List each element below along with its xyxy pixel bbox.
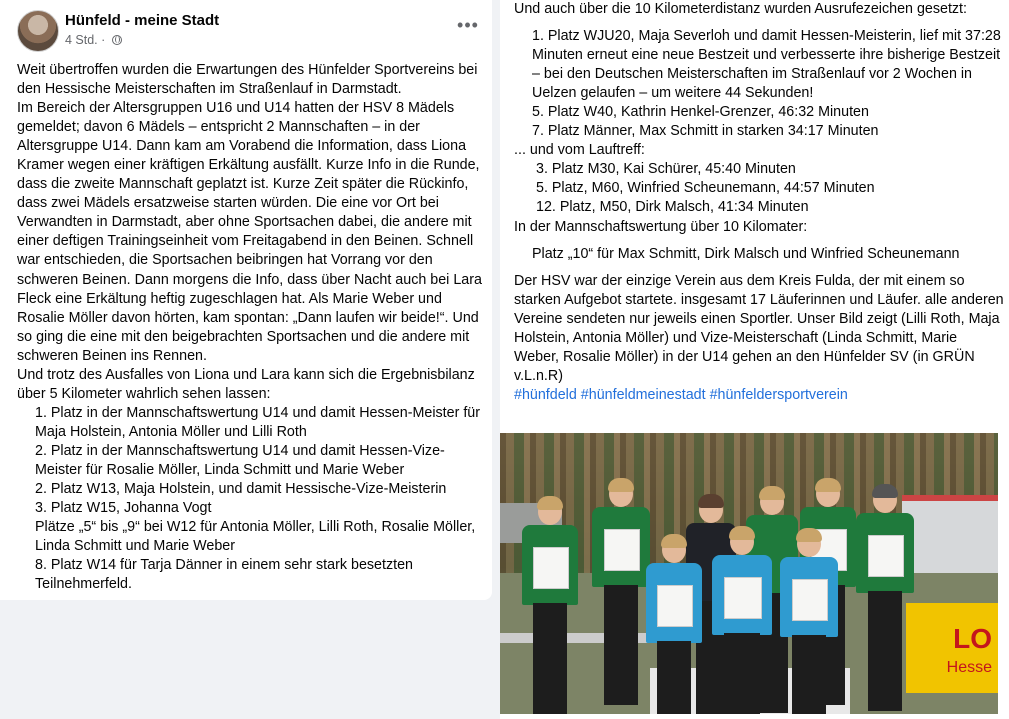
- more-options-icon: •••: [457, 15, 479, 35]
- lauftreff-label: ... und vom Lauftreff:: [514, 142, 645, 159]
- photo-person: [780, 531, 838, 714]
- result-line: 1. Platz WJU20, Maja Severloh und damit Hessen-Meisterin, lief mit 37:28 Minuten erneut eine neue Bestzeit und verbesserte ihre bisherige Bestzeit – bei den Deutschen Meisterschaften im Straßenlauf vor 2 Wochen in Uelzen gelaufen – um weitere 44 Sekunden!: [532, 28, 1001, 102]
- photo-person: [592, 481, 650, 714]
- post-header: [17, 10, 487, 55]
- post-card-left: [0, 0, 492, 600]
- result-line: 5. Platz, M60, Winfried Scheunemann, 44:57 Minuten: [536, 180, 875, 197]
- hashtag-link[interactable]: #hünfeldmeinestadt: [580, 386, 706, 403]
- result-line: 8. Platz W14 für Tarja Dänner in einem sehr stark besetzten Teilnehmerfeld.: [35, 557, 413, 593]
- post-meta: [65, 33, 122, 47]
- paragraph: Der HSV war der einzige Verein aus dem Kreis Fulda, der mit einem so starken Aufgebot startete. insgesamt 17 Läuferinnen und Läufer. alle anderen Vereine sendeten nur jeweils einen Sportler. Unser Bild zeigt (Lilli Roth, Maja Holstein, Antonia Möller) und Vize-Meisterschaft (Linda Schmitt, Marie Weber, Rosalie Möller) in der U14 gehen an den Hünfelder SV (in GRÜN v.L.n.R): [514, 272, 1004, 384]
- photo-person: [522, 499, 578, 714]
- meta-separator: ·: [101, 33, 106, 47]
- more-options-button[interactable]: [457, 15, 479, 35]
- result-line: 1. Platz in der Mannschaftswertung U14 und damit Hessen-Meister für Maja Holstein, Antonia Möller und Lilli Roth: [35, 404, 480, 440]
- result-line: 12. Platz, M50, Dirk Malsch, 41:34 Minuten: [536, 199, 809, 216]
- result-line: 3. Platz W15, Johanna Vogt: [35, 500, 212, 517]
- paragraph: Und trotz des Ausfalles von Liona und Lara kann sich die Ergebnisbilanz über 5 Kilometer wahrlich sehen lassen:: [17, 366, 479, 402]
- photo-building: [902, 495, 998, 583]
- photo-person: [646, 537, 702, 714]
- result-line: 2. Platz in der Mannschaftswertung U14 und damit Hessen-Vize-Meister für Rosalie Möller, Linda Schmitt und Marie Weber: [35, 442, 445, 478]
- post-text-right: [514, 0, 1004, 405]
- team-label: In der Mannschaftswertung über 10 Kilomater:: [514, 218, 808, 235]
- hashtag-link[interactable]: #hünfeldersportverein: [709, 386, 848, 403]
- result-line: 2. Platz W13, Maja Holstein, und damit Hessische-Vize-Meisterin: [35, 481, 447, 498]
- post-photo[interactable]: [500, 433, 998, 714]
- author-name[interactable]: Hünfeld - meine Stadt: [65, 12, 220, 29]
- post-time[interactable]: 4 Std.: [65, 33, 98, 47]
- post-text-left: [17, 61, 487, 594]
- paragraph: Im Bereich der Altersgruppen U16 und U14 hatten der HSV 8 Mädels gemeldet; davon 6 Mädels – entspricht 2 Mannschaften – in der Altersgruppe U14. Dann kam am Vorabend die Information, dass Liona Kramer wegen einer kräftigen Erkältung ausfällt. Kurze Info in die Runde, dass die zweite Mannschaft geplatzt ist. Kurze Zeit später die Rückinfo, dass zwei Mädels ersatzweise starten würden. Die eine vor Ort bei Verwandten in Darmstadt, aber ohne Sportsachen dabei, die andere mit einer deftigen Trainingseinheit vom Freitagabend in den Beinen. Schnell war entschieden, die Sportsachen beibringen hat Vorrang vor den schweren Beinen. Dann morgens die Info, dass über Nacht auch bei Lara Fleck eine Erkältung heftig zugeschlagen hat. Als Marie Weber und Rosalie Möller davon hörten, kam spontan: „Dann laufen wir beide!“. Und so ging die eine mit den beigebrachten Sportsachen und die andere mit schweren Beinen ins Rennen.: [17, 100, 486, 364]
- page-avatar[interactable]: [17, 10, 59, 52]
- photo-banner-subtext: Hesse: [946, 659, 992, 676]
- hashtag-list: [514, 386, 1004, 405]
- photo-banner-text: LO: [953, 623, 992, 654]
- paragraph: Und auch über die 10 Kilometerdistanz wurden Ausrufezeichen gesetzt:: [514, 1, 968, 17]
- team-result: Platz „10“ für Max Schmitt, Dirk Malsch und Winfried Scheunemann: [532, 245, 960, 262]
- globe-icon: [112, 35, 122, 45]
- result-line: 5. Platz W40, Kathrin Henkel-Grenzer, 46:32 Minuten: [532, 104, 869, 121]
- result-line: Plätze „5“ bis „9“ bei W12 für Antonia Möller, Lilli Roth, Rosalie Möller, Linda Schmitt und Marie Weber: [35, 519, 476, 555]
- photo-person: [856, 487, 914, 714]
- result-line: 7. Platz Männer, Max Schmitt in starken 34:17 Minuten: [532, 123, 879, 140]
- result-line: 3. Platz M30, Kai Schürer, 45:40 Minuten: [536, 161, 796, 178]
- photo-person: [712, 529, 772, 714]
- paragraph: Weit übertroffen wurden die Erwartungen des Hünfelder Sportvereins bei den Hessische Meisterschaften im Straßenlauf in Darmstadt.: [17, 62, 482, 98]
- post-card-right: [500, 0, 1009, 719]
- hashtag-link[interactable]: #hünfdeld: [514, 386, 577, 403]
